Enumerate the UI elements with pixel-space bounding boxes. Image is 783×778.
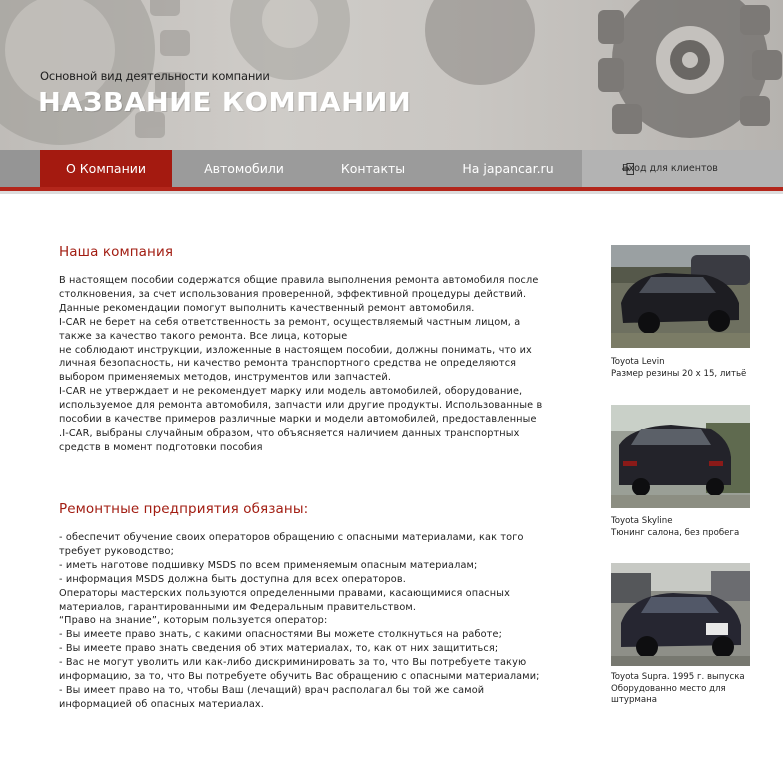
nav-tabs [40, 150, 582, 187]
caption-line: Toyota Levin [611, 357, 665, 367]
text-line: используемое для ремонта автомобиля, запчасти или другие продукты. Использованные в [59, 400, 543, 412]
text-line: информацию, за то, что Вы потребуете обучить Вас обращению с опасными материалами; [59, 671, 540, 683]
nav-tab-contacts[interactable]: Контакты [340, 161, 406, 176]
caption-line: Оборудованно место для [611, 683, 726, 694]
text-line: Данные рекомендации помогут выполнить качественный ремонт автомобиля. [59, 302, 475, 314]
text-line: средств в момент подготовки пособия [59, 441, 263, 453]
text-line: I-CAR не утверждает и не рекомендует марку или модель автомобилей, оборудование, [59, 386, 523, 398]
nav-tab-about[interactable]: О Компании [40, 150, 172, 187]
text-line: Операторы мастерских пользуются определенными правами, касающимися опасных [59, 587, 510, 599]
company-name-logo[interactable]: НАЗВАНИЕ КОМПАНИИ [38, 88, 412, 118]
text-line: материалов, гарантированными им Федеральным правительством. [59, 601, 417, 613]
caption-line: Размер резины 20 х 15, литьё [611, 368, 747, 379]
text-line: - Вы имеете право знать, с какими опасностями Вы можете столкнуться на работе; [59, 629, 502, 641]
caption-line: Тюнинг салона, без пробега [611, 527, 740, 538]
login-icon[interactable] [622, 163, 634, 175]
caption-line: Toyota Skyline [611, 516, 673, 526]
nav-tab-japancar[interactable]: На japancar.ru [462, 161, 554, 176]
text-line: личная безопасность, ни качество ремонта транспортного средства не определяются [59, 358, 517, 370]
text-line: пособии в качестве примеров различные марки и модели автомобилей, предоставленные [59, 414, 537, 426]
section-title-our-company: Наша компания [59, 244, 174, 260]
text-line: информацией об опасных материалах. [59, 698, 265, 710]
car-photo-supra[interactable] [611, 563, 750, 666]
nav-divider-gray [0, 191, 783, 194]
text-line: - Вы имеете право знать сведения об этих материалах, то, как от них защититься; [59, 643, 499, 655]
text-line: столкновения, за счет использования проверенной, эффективной процедуры действий. [59, 288, 527, 300]
client-login-area [582, 150, 783, 187]
text-line: - обеспечит обучение своих операторов обращению с опасными материалами, как того [59, 532, 524, 543]
text-line: “Право на знание”, которым пользуется оператор: [59, 615, 328, 627]
text-line: требует руководство; [59, 545, 175, 557]
text-line: .I-CAR, выбраны случайным образом, что объясняется наличием данных транспортных [59, 427, 520, 439]
main-navigation [0, 150, 783, 187]
text-line: I-CAR не берет на себя ответственность за ремонт, осуществляемый частным лицом, а [59, 316, 521, 328]
header-banner [0, 0, 783, 150]
caption-line: Toyota Supra. 1995 г. выпуска [611, 672, 745, 682]
car-caption-supra [611, 672, 771, 707]
text-line: - иметь наготове подшивку MSDS по всем применяемым опасным материалам; [59, 559, 478, 571]
car-caption-skyline [611, 516, 771, 539]
car-photo-skyline[interactable] [611, 405, 750, 508]
text-line: - Вас не могут уволить или как-либо дискриминировать за то, что Вы потребуете такую [59, 657, 527, 669]
car-caption-levin [611, 357, 771, 380]
nav-tab-cars[interactable]: Автомобили [204, 161, 284, 176]
text-line: выбором применяемых методов, инструментов или запчастей. [59, 372, 392, 384]
text-line: - Вы имеет право на то, чтобы Ваш (лечащий) врач располагал бы той же самой [59, 684, 485, 696]
caption-line: штурмана [611, 695, 658, 706]
section-title-obligations: Ремонтные предприятия обязаны: [59, 501, 309, 517]
company-tagline: Основной вид деятельности компании [40, 69, 270, 83]
car-photo-levin[interactable] [611, 245, 750, 348]
text-line: также за качество такого ремонта. Все лица, которые [59, 330, 348, 342]
client-login-link[interactable]: Вход для клиентов [622, 163, 718, 174]
section-text-obligations [59, 531, 589, 712]
section-text-our-company [59, 274, 589, 455]
text-line: - информация MSDS должна быть доступна для всех операторов. [59, 573, 406, 585]
text-line: В настоящем пособии содержатся общие правила выполнения ремонта автомобиля после [59, 275, 539, 286]
text-line: не соблюдают инструкции, изложенные в настоящем пособии, должны понимать, что их [59, 344, 532, 356]
